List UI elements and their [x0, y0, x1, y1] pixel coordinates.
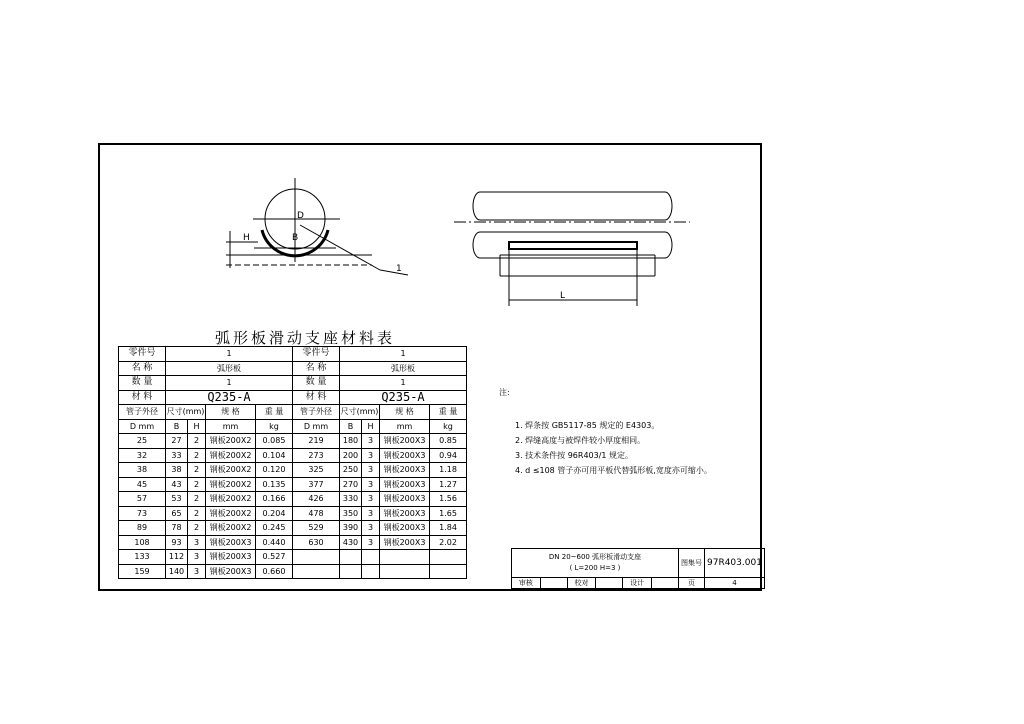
col-pipe-od: 管子外径	[119, 405, 166, 420]
right-part-no: 1	[340, 347, 467, 362]
cell-h: 2	[188, 506, 206, 521]
cell-b	[340, 550, 362, 565]
cell-w	[430, 564, 467, 579]
cell-d: 630	[293, 535, 340, 550]
cell-w: 0.94	[430, 448, 467, 463]
cell-spec: 钢板200X3	[380, 492, 430, 507]
col-b: B	[340, 419, 362, 434]
cell-spec: 钢板200X3	[206, 550, 256, 565]
cell-d: 73	[119, 506, 166, 521]
col-weight: 重 量	[430, 405, 467, 420]
col-size: 尺寸(mm)	[166, 405, 206, 420]
cell-d: 426	[293, 492, 340, 507]
cell-h: 2	[188, 448, 206, 463]
cell-w: 0.104	[256, 448, 293, 463]
cell-spec: 钢板200X2	[206, 434, 256, 449]
cell-h	[362, 564, 380, 579]
cell-h: 3	[362, 506, 380, 521]
cell-b: 270	[340, 477, 362, 492]
cell-d	[293, 550, 340, 565]
table-row	[119, 564, 467, 579]
table-row	[119, 535, 467, 550]
col-spec: 规 格	[206, 405, 256, 420]
cell-spec: 钢板200X3	[206, 535, 256, 550]
col-kg: kg	[256, 419, 293, 434]
right-name: 弧形板	[340, 361, 467, 376]
cell-h: 3	[362, 434, 380, 449]
cell-d: 25	[119, 434, 166, 449]
cell-spec: 钢板200X3	[380, 506, 430, 521]
page-number: 4	[705, 578, 765, 589]
slide-plate	[509, 242, 637, 249]
right-name-label: 名 称	[293, 361, 340, 376]
cell-w: 0.120	[256, 463, 293, 478]
cell-w: 0.85	[430, 434, 467, 449]
cell-spec: 钢板200X2	[206, 521, 256, 536]
table-row	[119, 550, 467, 565]
table-row	[119, 448, 467, 463]
cell-w: 0.135	[256, 477, 293, 492]
label-l: L	[560, 291, 566, 301]
table-row	[119, 434, 467, 449]
cell-d: 38	[119, 463, 166, 478]
cell-w: 2.02	[430, 535, 467, 550]
cell-d: 108	[119, 535, 166, 550]
left-part-no-label: 零件号	[119, 347, 166, 362]
cell-b: 112	[166, 550, 188, 565]
cell-d: 219	[293, 434, 340, 449]
left-material: Q235-A	[166, 390, 293, 405]
cell-h: 2	[188, 434, 206, 449]
cell-w: 1.56	[430, 492, 467, 507]
table-row	[119, 463, 467, 478]
cell-spec: 钢板200X2	[206, 477, 256, 492]
col-kg: kg	[430, 419, 467, 434]
col-spec: 规 格	[380, 405, 430, 420]
cell-b: 38	[166, 463, 188, 478]
cell-spec: 钢板200X2	[206, 463, 256, 478]
right-material: Q235-A	[340, 390, 467, 405]
cell-d: 478	[293, 506, 340, 521]
cell-d: 45	[119, 477, 166, 492]
atlas-label: 图集号	[679, 549, 705, 578]
left-name-label: 名 称	[119, 361, 166, 376]
col-pipe-od: 管子外径	[293, 405, 340, 420]
review-label: 审核	[512, 578, 541, 589]
cell-b: 200	[340, 448, 362, 463]
left-part-no: 1	[166, 347, 293, 362]
cell-d: 529	[293, 521, 340, 536]
cell-b: 78	[166, 521, 188, 536]
pipe-side-upper	[473, 192, 672, 220]
cell-d: 159	[119, 564, 166, 579]
left-qty: 1	[166, 376, 293, 391]
cell-w: 1.84	[430, 521, 467, 536]
cell-h: 2	[188, 477, 206, 492]
label-part-1: 1	[396, 264, 402, 274]
table-row	[119, 506, 467, 521]
table-title: 弧形板滑动支座材料表	[215, 329, 396, 347]
pipe-side-lower	[473, 232, 672, 258]
left-name: 弧形板	[166, 361, 293, 376]
col-h: H	[362, 419, 380, 434]
cell-b: 53	[166, 492, 188, 507]
col-mm: mm	[206, 419, 256, 434]
cell-d: 325	[293, 463, 340, 478]
cell-w: 0.440	[256, 535, 293, 550]
cell-d: 273	[293, 448, 340, 463]
cell-b: 390	[340, 521, 362, 536]
cell-d: 133	[119, 550, 166, 565]
cell-b	[340, 564, 362, 579]
title-block	[511, 548, 765, 589]
note-line: 2. 焊缝高度与被焊件较小厚度相同。	[515, 436, 646, 445]
cell-h: 3	[362, 521, 380, 536]
right-part-no-label: 零件号	[293, 347, 340, 362]
label-d: D	[297, 211, 304, 221]
col-d-unit: D mm	[293, 419, 340, 434]
cell-b: 140	[166, 564, 188, 579]
cell-h: 2	[188, 492, 206, 507]
cell-d: 377	[293, 477, 340, 492]
page-label: 页	[679, 578, 705, 589]
cell-spec: 钢板200X3	[380, 448, 430, 463]
cell-b: 350	[340, 506, 362, 521]
cell-spec	[380, 550, 430, 565]
cell-w: 0.166	[256, 492, 293, 507]
title-line-1: DN 20~600 弧形板滑动支座	[548, 553, 642, 561]
cell-b: 43	[166, 477, 188, 492]
cell-w: 0.527	[256, 550, 293, 565]
right-qty-label: 数 量	[293, 376, 340, 391]
cell-b: 430	[340, 535, 362, 550]
cell-d	[293, 564, 340, 579]
cell-b: 27	[166, 434, 188, 449]
cell-w: 1.27	[430, 477, 467, 492]
cell-spec: 钢板200X3	[206, 564, 256, 579]
cell-spec: 钢板200X2	[206, 492, 256, 507]
left-material-label: 材 料	[119, 390, 166, 405]
cell-spec: 钢板200X3	[380, 535, 430, 550]
notes-label: 注:	[499, 388, 510, 397]
atlas-number: 97R403.001	[705, 549, 765, 578]
cell-b: 33	[166, 448, 188, 463]
design-label: 设计	[623, 578, 652, 589]
cell-spec	[380, 564, 430, 579]
cell-b: 93	[166, 535, 188, 550]
cell-h: 3	[188, 535, 206, 550]
label-b: B	[292, 233, 299, 243]
cell-w: 1.18	[430, 463, 467, 478]
cell-h: 2	[188, 521, 206, 536]
check-label: 校对	[567, 578, 596, 589]
cell-h: 3	[362, 492, 380, 507]
right-qty: 1	[340, 376, 467, 391]
left-qty-label: 数 量	[119, 376, 166, 391]
cell-b: 330	[340, 492, 362, 507]
col-b: B	[166, 419, 188, 434]
col-h: H	[188, 419, 206, 434]
cell-h: 3	[188, 550, 206, 565]
cell-w: 0.245	[256, 521, 293, 536]
cell-d: 89	[119, 521, 166, 536]
cell-w: 1.65	[430, 506, 467, 521]
table-row	[119, 521, 467, 536]
cell-spec: 钢板200X3	[380, 463, 430, 478]
table-row	[119, 492, 467, 507]
col-size: 尺寸(mm)	[340, 405, 380, 420]
cell-w: 0.085	[256, 434, 293, 449]
cell-spec: 钢板200X3	[380, 434, 430, 449]
cell-d: 32	[119, 448, 166, 463]
col-weight: 重 量	[256, 405, 293, 420]
cell-b: 180	[340, 434, 362, 449]
cell-h: 3	[188, 564, 206, 579]
note-line: 3. 技术条件按 96R403/1 规定。	[515, 451, 634, 460]
cell-h	[362, 550, 380, 565]
cell-h: 3	[362, 448, 380, 463]
cell-w	[430, 550, 467, 565]
table-row	[119, 477, 467, 492]
col-d-unit: D mm	[119, 419, 166, 434]
right-material-label: 材 料	[293, 390, 340, 405]
note-line: 4. d ≤108 管子亦可用平板代替弧形板,宽度亦可缩小。	[515, 466, 712, 475]
title-line-2: ( L=200 H=3 )	[569, 564, 621, 572]
cell-d: 57	[119, 492, 166, 507]
cell-spec: 钢板200X3	[380, 521, 430, 536]
cell-b: 250	[340, 463, 362, 478]
cell-w: 0.204	[256, 506, 293, 521]
cell-spec: 钢板200X2	[206, 448, 256, 463]
cell-h: 3	[362, 463, 380, 478]
label-h: H	[243, 233, 250, 243]
cell-h: 3	[362, 477, 380, 492]
cell-h: 2	[188, 463, 206, 478]
col-mm: mm	[380, 419, 430, 434]
cell-spec: 钢板200X3	[380, 477, 430, 492]
cell-w: 0.660	[256, 564, 293, 579]
cell-spec: 钢板200X2	[206, 506, 256, 521]
cell-b: 65	[166, 506, 188, 521]
cell-h: 3	[362, 535, 380, 550]
note-line: 1. 焊条按 GB5117-85 规定的 E4303。	[515, 421, 660, 430]
material-table	[118, 346, 467, 579]
notes	[499, 387, 712, 480]
